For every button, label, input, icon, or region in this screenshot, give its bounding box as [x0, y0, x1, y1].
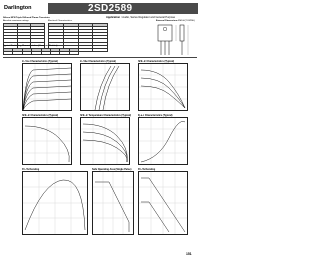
chart-title-6: θj-a–t Characteristics (Typical): [138, 114, 173, 117]
chart-title-9: Pc–Ta Derating: [138, 168, 156, 171]
package-outline-drawing: [154, 23, 198, 59]
elec-title: Electrical Characteristics: [48, 20, 72, 22]
chart-hfe-ic: [138, 63, 188, 111]
page-number: 151: [186, 252, 192, 256]
abs-max-title: Absolute maximum ratings: [3, 20, 29, 22]
brand-label: Darlington: [4, 5, 32, 11]
ratings-title: Silicon NPN Triple Diffused Planar Transistor: [3, 16, 50, 19]
external-dimensions-label: External Dimensions: [156, 20, 178, 22]
switching-title: Typical Switching Characteristics (Common Emitter): [3, 45, 58, 47]
application-text: Audio, Series Regulator and General Purpose: [122, 16, 176, 19]
chart-title-8: Safe Operating Area (Single Pulse): [92, 168, 132, 171]
chart-hfe-ic-temperature: [80, 117, 130, 165]
chart-pc-ta: [22, 171, 88, 235]
chart-title-7: Pc–Ta Derating: [22, 168, 40, 171]
part-number-title: 2SD2589: [88, 3, 133, 14]
chart-ic-vce: [22, 63, 72, 111]
application-label: Application :: [106, 16, 122, 19]
chart-title-1: Ic–Vce Characteristics (Typical): [22, 60, 58, 63]
chart-thermal-resistance: [138, 117, 188, 165]
chart-title-4: hFE–Ic Characteristics (Typical): [22, 114, 59, 117]
chart-hfe-ic-2: [22, 117, 72, 165]
switching-table: [3, 48, 79, 55]
chart-ic-vbe: [80, 63, 130, 111]
chart-safe-operating-area: [92, 171, 134, 235]
package-label: FM100(TO3PML): [178, 20, 195, 22]
chart-title-5: hFE–Ic Temperature Characteristics (Typical): [80, 114, 132, 117]
chart-title-3: hFE–Ic Characteristics (Typical): [138, 60, 175, 63]
chart-title-2: Ic–Vbe Characteristics (Typical): [80, 60, 116, 63]
application-row: [106, 16, 175, 19]
section-divider: [3, 57, 197, 58]
chart-pc-ta-derating: [138, 171, 188, 235]
